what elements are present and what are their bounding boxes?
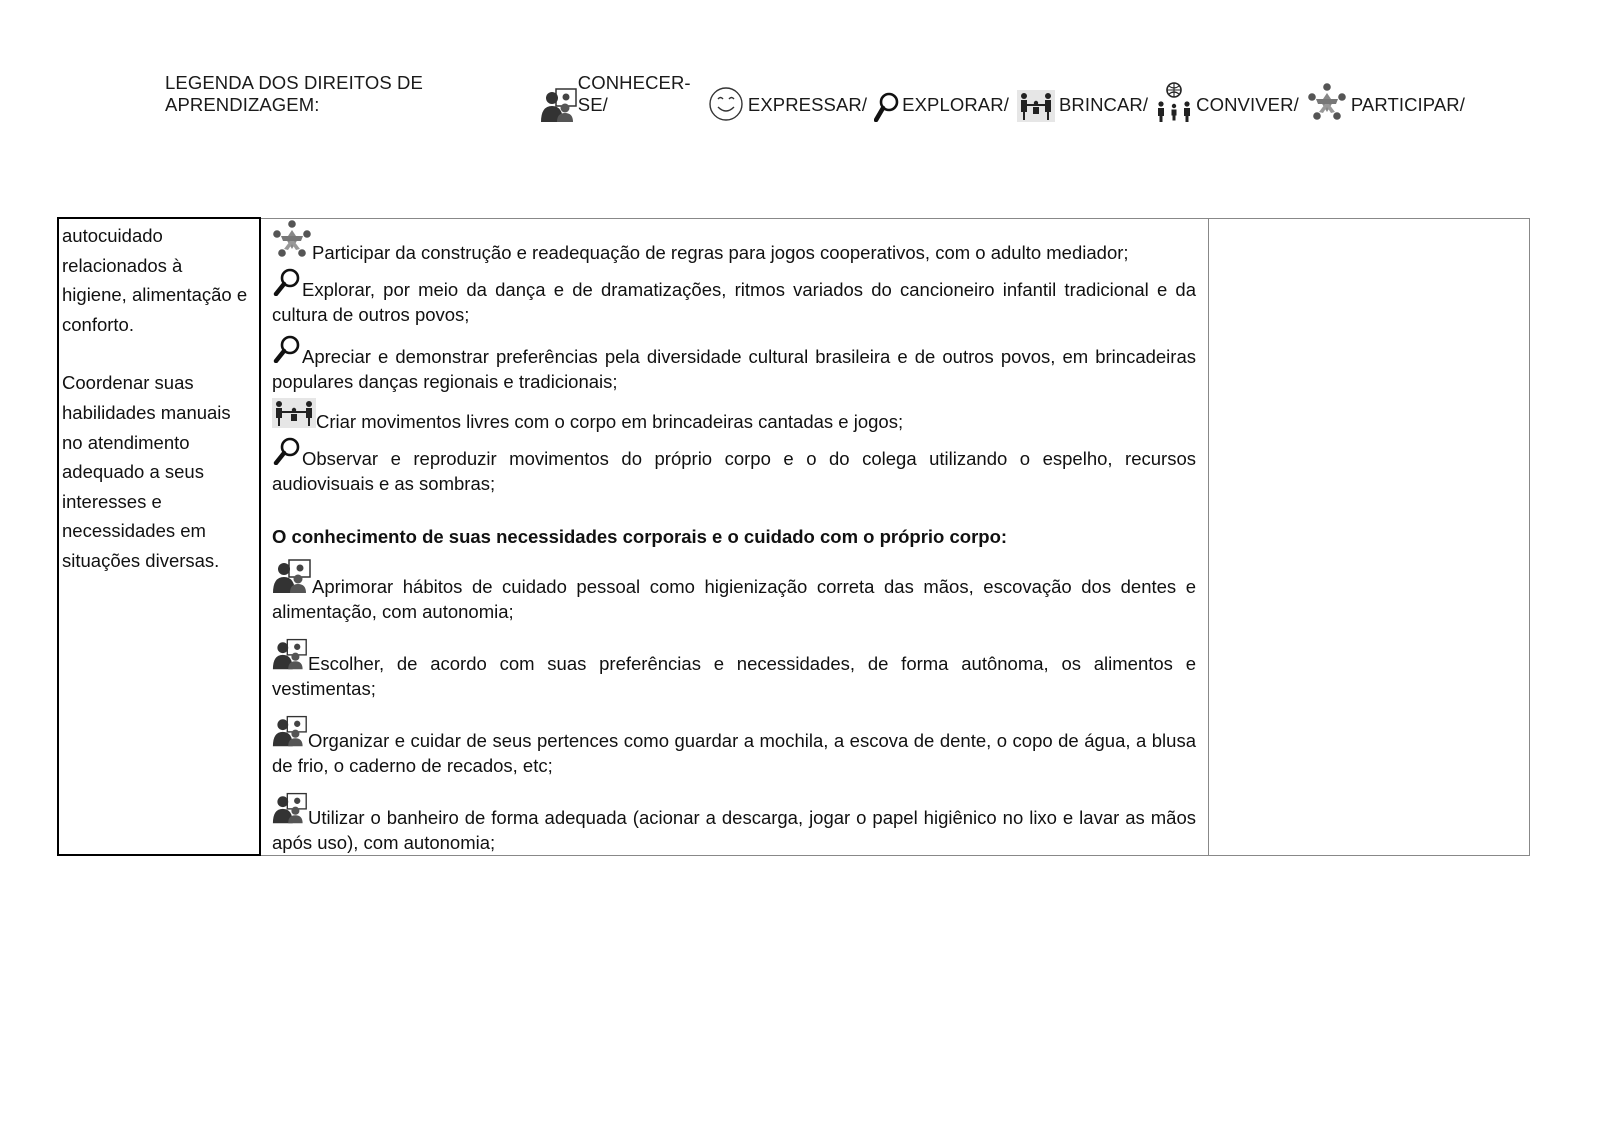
magnifier-icon — [272, 437, 302, 465]
care-item — [272, 792, 1196, 855]
legend-text-conhecer: CONHECER-SE/ — [577, 72, 691, 115]
magnifier-icon — [272, 335, 302, 363]
legend-text-brincar: BRINCAR/ — [1058, 94, 1149, 115]
smiley-icon — [708, 86, 744, 122]
star-people-icon — [272, 219, 312, 259]
activity-text: Explorar, por meio da dança e de dramatizações, ritmos variados do cancioneiro infantil tradicional e da cultura de outros povos; — [272, 278, 1196, 325]
legend-bar — [165, 66, 1465, 122]
people-icon — [272, 792, 308, 824]
star-people-icon — [1307, 82, 1347, 122]
legend-item-expressar — [700, 86, 867, 122]
objective-line: Coordenar suas — [62, 372, 194, 394]
activity-text: Criar movimentos livres com o corpo em brincadeiras cantadas e jogos; — [316, 410, 904, 432]
legend-item-participar — [1299, 82, 1465, 122]
objective-line: interesses e — [62, 490, 162, 512]
activity-text: Observar e reproduzir movimentos do próprio corpo e o do colega utilizando o espelho, recursos audiovisuais e as sombras; — [272, 447, 1196, 494]
activity-text: Apreciar e demonstrar preferências pela diversidade cultural brasileira e de outros povos, em brincadeiras populares danças regionais e tradicionais; — [272, 345, 1196, 392]
legend-text-explorar: EXPLORAR/ — [902, 94, 1009, 115]
care-text: Utilizar o banheiro de forma adequada (acionar a descarga, jogar o papel higiênico no lixo e lavar as mãos após uso), com autonomia; — [272, 806, 1196, 853]
people-icon — [272, 715, 308, 747]
objective-line: adequado a seus — [62, 461, 204, 483]
objective-line: no atendimento — [62, 431, 190, 453]
people-icon — [272, 638, 308, 670]
people-icon — [541, 88, 578, 122]
legend-text-conviver: CONVIVER/ — [1196, 94, 1299, 115]
care-text: Organizar e cuidar de seus pertences como guardar a mochila, a escova de dente, o copo de água, a blusa de frio, o caderno de recados, etc; — [272, 729, 1196, 776]
objective-line: habilidades manuais — [62, 401, 231, 423]
legend-text-participar: PARTICIPAR/ — [1350, 94, 1465, 115]
legend-item-explorar — [867, 92, 1009, 122]
care-item — [272, 559, 1196, 624]
objectives-cell — [58, 218, 260, 855]
objective-line: higiene, alimentação e — [62, 284, 248, 306]
content-table — [57, 217, 1530, 856]
activity-item — [272, 437, 1196, 496]
table-row — [58, 218, 1530, 855]
magnifier-icon — [874, 92, 900, 122]
playing-children-icon — [1017, 90, 1055, 122]
care-text: Aprimorar hábitos de cuidado pessoal como higienização correta das mãos, escovação dos dentes e alimentação, com autonomia; — [272, 575, 1196, 622]
magnifier-icon — [272, 268, 302, 296]
care-text: Escolher, de acordo com suas preferências e necessidades, de forma autônoma, os alimentos e vestimentas; — [272, 652, 1196, 699]
legend-item-brincar — [1009, 90, 1148, 122]
objective-line: autocuidado — [62, 225, 163, 246]
activities-cell — [260, 218, 1209, 855]
care-item — [272, 715, 1196, 778]
objective-line: conforto. — [62, 313, 134, 335]
section-heading: O conhecimento de suas necessidades corporais e o cuidado com o próprio corpo: — [272, 525, 1008, 547]
objective-line: relacionados à — [62, 254, 183, 276]
family-globe-icon — [1156, 82, 1192, 122]
people-icon — [272, 559, 312, 593]
activity-item — [272, 219, 1196, 265]
activity-item — [272, 268, 1196, 327]
playing-children-icon — [272, 398, 316, 428]
activity-item — [272, 335, 1196, 394]
legend-text-expressar: EXPRESSAR/ — [747, 94, 868, 115]
notes-cell — [1209, 218, 1530, 855]
legend-item-conhecer — [535, 72, 700, 122]
activity-item — [272, 398, 1196, 434]
activity-text: Participar da construção e readequação de regras para jogos cooperativos, com o adulto mediador; — [312, 241, 1129, 263]
care-item — [272, 638, 1196, 701]
objective-line: necessidades em — [62, 520, 206, 542]
legend-label: LEGENDA DOS DIREITOS DE APRENDIZAGEM: — [165, 72, 423, 115]
legend-item-conviver — [1148, 82, 1299, 122]
objective-line: situações diversas. — [62, 549, 220, 571]
